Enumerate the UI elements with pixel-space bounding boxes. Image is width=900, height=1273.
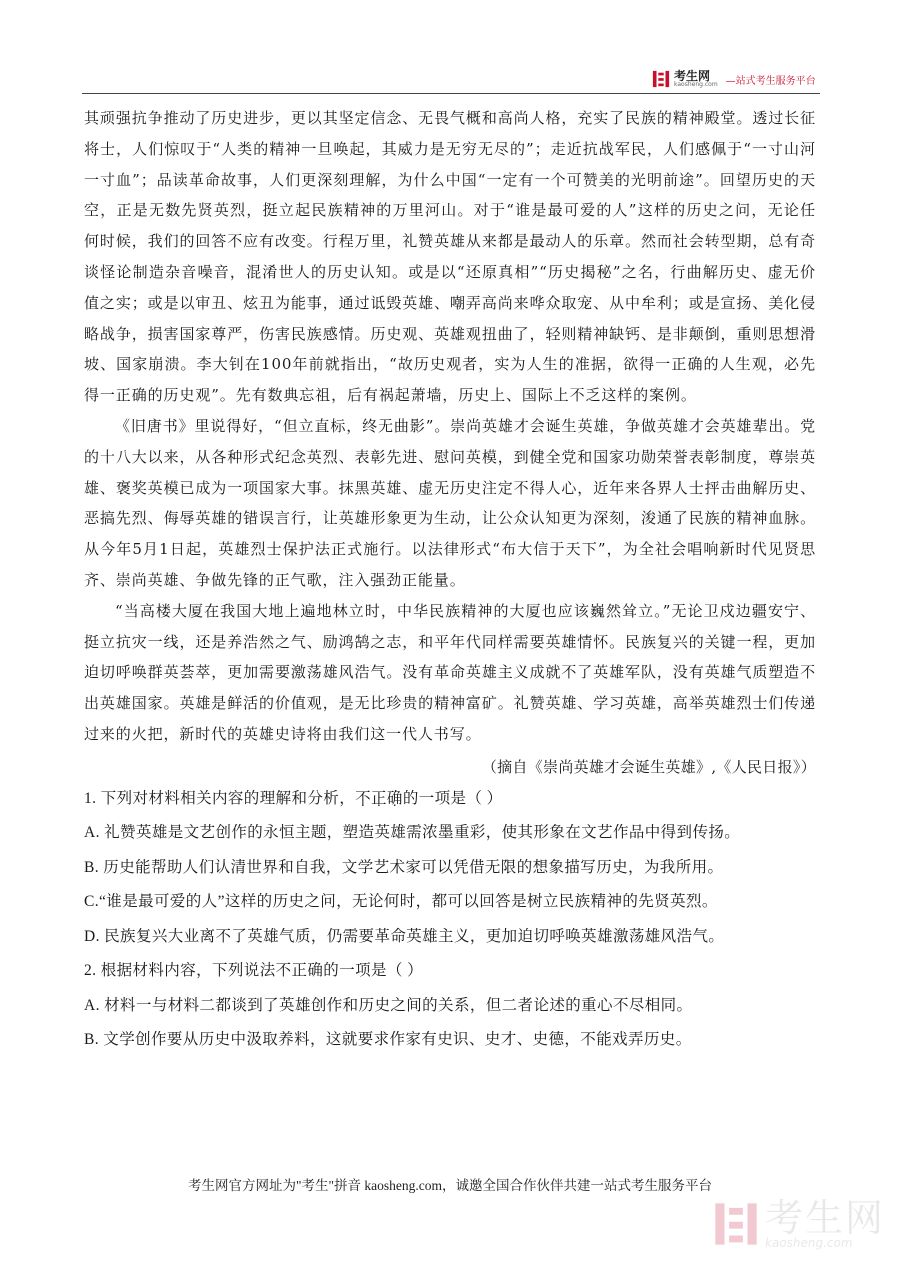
q1-emphasis-3: 确 <box>386 789 403 807</box>
question-1-option-c: C.“谁是最可爱的人”这样的历史之问，无论何时，都可以回答是树立民族精神的先贤英烈。 <box>84 893 718 911</box>
header-divider <box>82 93 820 94</box>
question-2 <box>84 954 816 1058</box>
passage-paragraph-1: 其顽强抗争推动了历史进步，更以其坚定信念、无畏气概和高尚人格，充实了民族的精神殿堂。透过长征将士，人们惊叹于“人类的精神一旦唤起，其威力是无穷无尽的”；走近抗战军民，人们感佩于“一寸山河一寸血”；品读革命故事，人们更深刻理解，为什么中国“一定有一个可赞美的光明前途”。回望历史的天空，正是无数先贤英烈，挺立起民族精神的万里河山。对于“谁是最可爱的人”这样的历史之问，无论任何时候，我们的回答不应有改变。行程万里，礼赞英雄从来都是最动人的乐章。然而社会转型期，总有奇谈怪论制造杂音噪音，混淆世人的历史认知。或是以“还原真相”“历史揭秘”之名，行曲解历史、虚无价值之实；或是以审丑、炫丑为能事，通过诋毁英雄、嘲弄高尚来哗众取宠、从中牟利；或是宣扬、美化侵略战争，损害国家尊严，伤害民族感情。历史观、英雄观扭曲了，轻则精神缺钙、是非颠倒，重则思想滑坡、国家崩溃。李大钊在100年前就指出，“故历史观者，实为人生的准据，欲得一正确的人生观，必先得一正确的历史观”。先有数典忘祖，后有祸起萧墙，历史上、国际上不乏这样的案例。 <box>84 109 816 405</box>
question-2-stem: 2. 根据材料内容，下列说法不正确的一项是（ ） <box>84 962 423 980</box>
logo-name: 考生网 <box>674 69 711 83</box>
watermark-text <box>765 1196 886 1250</box>
header-logo <box>652 70 816 88</box>
question-1-option-d: D. 民族复兴大业离不了英雄气质，仍需要革命英雄主义，更加迫切呼唤英雄激荡雄风浩气。 <box>84 927 725 945</box>
question-2-option-b: B. 文学创作要从历史中汲取养料，这就要求作家有史识、史才、史德，不能戏弄历史。 <box>84 1031 692 1049</box>
document-content <box>84 103 816 1058</box>
passage-source: （摘自《崇尚英雄才会诞生英雄》,《人民日报》） <box>481 757 816 776</box>
logo-text <box>674 70 718 88</box>
question-1-option-a: A. 礼赞英雄是文艺创作的永恒主题，塑造英雄需浓墨重彩，使其形象在文艺作品中得到传扬。 <box>84 824 741 842</box>
question-1-option-b: B. 历史能帮助人们认清世界和自我，文学艺术家可以凭借无限的想象描写历史，为我所用。 <box>84 858 724 876</box>
watermark-domain: kaosheng.com <box>765 1236 853 1250</box>
kaosheng-logo-icon <box>652 70 670 88</box>
watermark-logo-icon <box>713 1201 759 1247</box>
footer-text: 考生网官方网址为"考生"拼音 kaosheng.com，诚邀全国合作伙伴共建一站式考生服务平台 <box>187 1178 712 1193</box>
logo-slogan: —站式考生服务平台 <box>725 75 816 87</box>
watermark-name: 考生网 <box>765 1196 886 1240</box>
question-2-option-a: A. 材料一与材料二都谈到了英雄创作和历史之间的关系，但二者论述的重心不尽相同。 <box>84 996 693 1014</box>
logo-domain: kaosheng.com <box>674 81 718 88</box>
q1-emphasis-1: 不 <box>355 789 372 807</box>
question-1 <box>84 782 816 955</box>
passage-paragraph-2: 《旧唐书》里说得好，“但立直标，终无曲影”。崇尚英雄才会诞生英雄，争做英雄才会英雄辈出。党的十八大以来，从各种形式纪念英烈、表彰先进、慰问英模，到健全党和国家功勋荣誉表彰制度，尊崇英雄、褒奖英模已成为一项国家大事。抹黑英雄、虚无历史注定不得人心，近年来各界人士抨击曲解历史、恶搞先烈、侮辱英雄的错误言行，让英雄形象更为生动，让公众认知更为深刻，浚通了民族的精神血脉。从今年5月1日起，英雄烈士保护法正式施行。以法律形式“布大信于天下”，为全社会唱响新时代见贤思齐、崇尚英雄、争做先锋的正气歌，注入强劲正能量。 <box>84 416 816 589</box>
q1-stem-before: 1. 下列对材料相关内容的理解和分析， <box>84 789 356 807</box>
watermark <box>713 1196 886 1250</box>
q1-emphasis-2: 正 <box>371 789 387 807</box>
question-1-stem <box>84 782 816 817</box>
passage-paragraph-3: “当高楼大厦在我国大地上遍地林立时，中华民族精神的大厦也应该巍然耸立。”无论卫戍边疆安宁、挺立抗灾一线，还是养浩然之气、励鸿鹄之志，和平年代同样需要英雄情怀。民族复兴的关键一程，更加迫切呼唤群英荟萃，更加需要激荡雄风浩气。没有革命英雄主义成就不了英雄军队，没有英雄气质塑造不出英雄国家。英雄是鲜活的价值观，是无比珍贵的精神富矿。礼赞英雄、学习英雄，高举英雄烈士们传递过来的火把，新时代的英雄史诗将由我们这一代人书写。 <box>84 601 816 743</box>
q1-stem-after: 的一项是（ ） <box>402 789 503 807</box>
